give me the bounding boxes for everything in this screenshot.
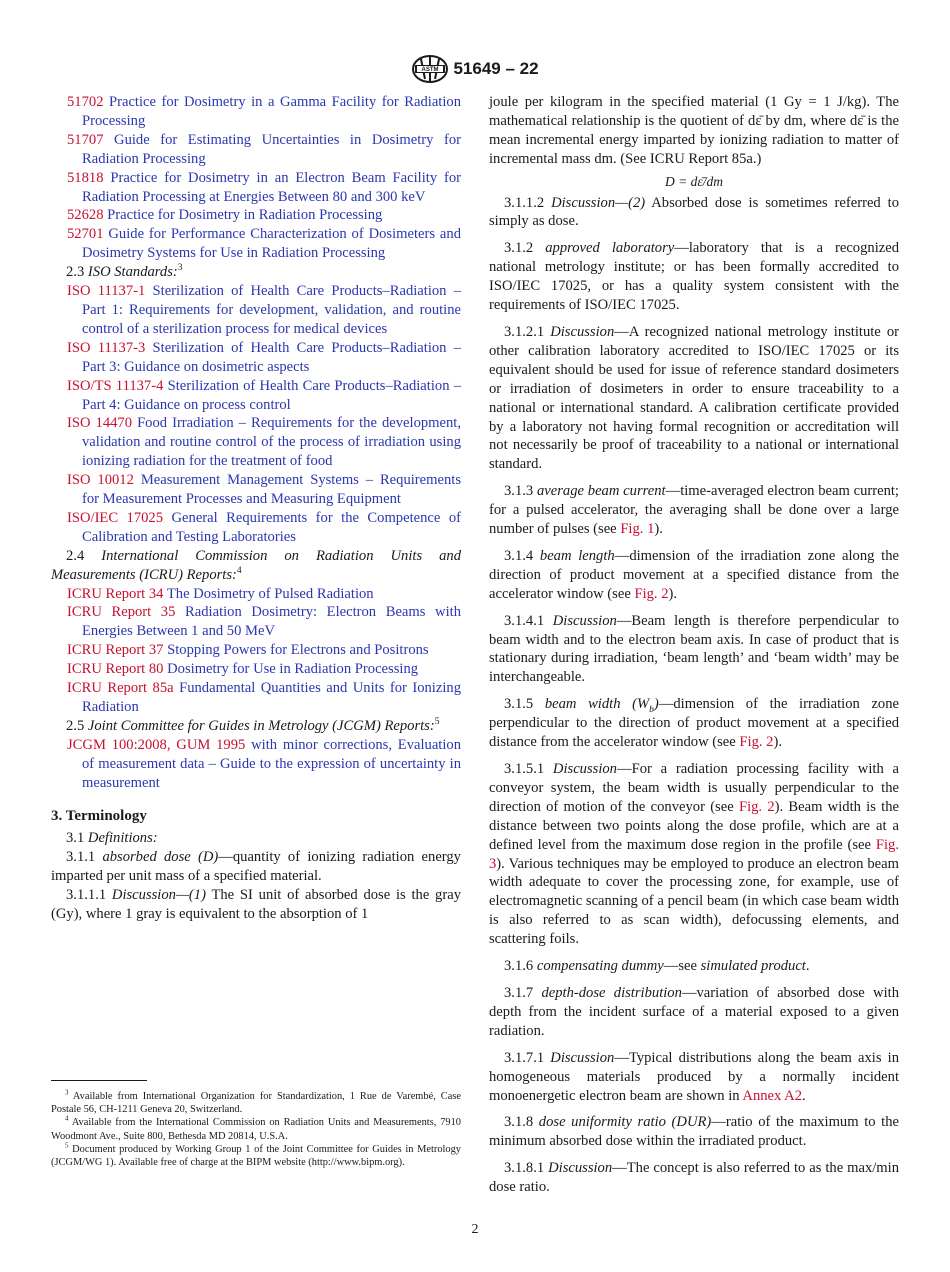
iso-standards-heading: 2.3 ISO Standards:$^3$ — [66, 263, 183, 281]
para-3-1-5-1: 3.1.5.1 Discussion—For a radiation processing facility with a conveyor system, the beam width is usually perpendicular to the direction of motion of the conveyor (see Fig. 2). Beam width is the distance between two points along the dose profile, which are at a defined level from the maximum dose region in the profile (see Fig. 3). Various techniques may be employed to produce an electron beam width adequate to cover the processing zone, for example, use of electromagnetic scanning of a pencil beam (in which case beam width is also referred to as scan width), defocussing elements, and scattering foils. — [489, 761, 899, 948]
footnotes — [51, 1080, 461, 1169]
para-3-1-7-1: 3.1.7.1 Discussion—Typical distributions along the beam axis in homogeneous materials produced by a normally incident monoenergetic electron beam are shown in Annex A2. — [489, 1049, 899, 1104]
reference-title[interactable]: Sterilization of Health Care Products–Radiation – Part 3: Guidance on dosimetric aspects — [82, 339, 461, 375]
footnote-text: Available from International Organization for Standardization, 1 Rue de Varembé, Case Postale 56, CH-1211 Geneva 20, Switzerland. — [51, 1091, 461, 1116]
reference-code[interactable]: ISO/TS 11137-4 — [67, 377, 164, 394]
reference-code[interactable]: JCGM 100:2008, GUM 1995 — [67, 736, 246, 753]
reference-code[interactable]: 51707 — [67, 131, 104, 148]
reference-code[interactable]: ICRU Report 80 — [67, 661, 164, 678]
reference-title[interactable]: General Requirements for the Competence of Calibration and Testing Laboratories — [82, 509, 461, 545]
reference-item[interactable] — [51, 509, 461, 547]
reference-item[interactable] — [51, 93, 461, 131]
reference-title[interactable]: Dosimetry for Use in Radiation Processing — [167, 661, 419, 678]
footnote-item — [51, 1116, 461, 1142]
reference-item[interactable] — [51, 585, 461, 604]
reference-item[interactable] — [51, 471, 461, 509]
reference-item[interactable] — [51, 131, 461, 169]
footnote-text: Available from the International Commission on Radiation Units and Measurements, 7910 Woodmont Ave., Suite 800, Bethesda MD 20814, U.S.A. — [51, 1117, 461, 1142]
reference-title[interactable]: with minor corrections, Evaluation of measurement data – Guide to the expression of uncertainty in measurement — [82, 736, 461, 791]
reference-title[interactable]: Guide for Performance Characterization of Dosimeters and Dosimetry Systems for Use in Radiation Processing — [82, 226, 462, 262]
reference-item[interactable] — [51, 603, 461, 641]
reference-title[interactable]: Guide for Estimating Uncertainties in Dosimetry for Radiation Processing — [82, 131, 461, 167]
reference-code[interactable]: ICRU Report 35 — [67, 604, 176, 621]
reference-title[interactable]: Practice for Dosimetry in an Electron Beam Facility for Radiation Processing at Energies Between 80 and 300 keV — [82, 169, 461, 205]
reference-code[interactable]: ISO 14470 — [67, 415, 133, 432]
para-3-1-2: 3.1.2 approved laboratory—laboratory that is a recognized national metrology institute; or has been formally accredited to ISO/IEC 17025, or has a quality system consistent with the requirements of ISO/IEC 17025. — [489, 240, 900, 314]
reference-code[interactable]: ISO/IEC 17025 — [67, 509, 164, 526]
astm-logo-icon — [411, 54, 449, 84]
para-3-1-1: 3.1.1 absorbed dose (D)—quantity of ionizing radiation energy imparted per unit mass of a specified material. — [51, 849, 461, 885]
reference-item[interactable] — [51, 736, 461, 793]
reference-title[interactable]: Sterilization of Health Care Products–Radiation – Part 4: Guidance on process control — [82, 377, 461, 413]
para-3-1-6: 3.1.6 compensating dummy—see simulated product. — [504, 958, 810, 975]
reference-title[interactable]: Radiation Dosimetry: Electron Beams with Energies Between 1 and 50 MeV — [82, 604, 461, 640]
para-3-1-1-1: 3.1.1.1 Discussion—(1) The SI unit of absorbed dose is the gray (Gy), where 1 gray is equivalent to the absorption of 1 — [51, 887, 461, 923]
left-column — [51, 93, 461, 924]
reference-title[interactable]: Practice for Dosimetry in a Gamma Facility for Radiation Processing — [82, 94, 462, 129]
footnote-text: Document produced by Working Group 1 of the Joint Committee for Guides in Metrology (JCGM/WG 1). Available free of charge at the BIPM website (http://www.bipm.org). — [51, 1143, 461, 1169]
para-3-1-8-1: 3.1.8.1 Discussion—The concept is also referred to as the max/min dose ratio. — [489, 1160, 899, 1196]
right-column — [489, 93, 899, 1197]
footnote-item — [51, 1143, 461, 1169]
reference-title[interactable]: Stopping Powers for Electrons and Positrons — [167, 642, 429, 659]
para-3-1-4-1: 3.1.4.1 Discussion—Beam length is therefore perpendicular to beam width and to the electron beam axis. In case of product that is stationary during irradiation, ‘beam length’ and ‘beam width’ may be interchangeable. — [489, 612, 899, 686]
reference-item[interactable] — [51, 282, 461, 339]
reference-title[interactable]: The Dosimetry of Pulsed Radiation — [166, 585, 374, 602]
fig-2-link[interactable]: Fig. 2 — [738, 798, 775, 815]
icru-reports-heading: 2.4 International Commission on Radiation Units and Measurements (ICRU) Reports:$^4$ — [51, 547, 461, 583]
reference-item[interactable] — [51, 225, 461, 263]
page-header — [0, 52, 950, 86]
para-3-1-1-1-continued: joule per kilogram in the specified material (1 Gy = 1 J/kg). The mathematical relationship is the quotient of dε̄ by dm, where dε̄ is the mean incremental energy imparted by ionizing radiation to matter of incremental mass dm. (See ICRU Report 85a.) — [489, 94, 899, 167]
iso-reference-list — [51, 282, 461, 547]
svg-text:ASTM: ASTM — [421, 67, 439, 73]
reference-item[interactable] — [51, 169, 461, 207]
para-3-1-4: 3.1.4 beam length—dimension of the irradiation zone along the direction of product movement at a specified distance from the accelerator window (see Fig. 2). — [489, 547, 899, 602]
reference-item[interactable] — [51, 641, 461, 660]
para-3-1-3: 3.1.3 average beam current—time-averaged electron beam current; for a pulsed accelerator, the averaging shall be done over a large number of pulses (see Fig. 1). — [489, 483, 899, 538]
reference-item[interactable] — [51, 339, 461, 377]
reference-code[interactable]: ISO 11137-1 — [67, 283, 146, 300]
footnote-number: 5 — [65, 1141, 69, 1150]
icru-reference-list — [51, 585, 461, 717]
para-3-1-2-1: 3.1.2.1 Discussion—A recognized national metrology institute or other calibration laboratory accredited to ISO/IEC 17025 or its equivalent should be used for issue of reference standard dosimeters or irradiation of dosimeters in order to ensure traceability to a national or international standard. A calibration certificate provided by a laboratory not having formal recognition or accreditation will not necessarily be proof of traceability to a national or international standard. — [489, 323, 899, 473]
terminology-heading: 3. Terminology — [51, 807, 147, 824]
reference-code[interactable]: ICRU Report 85a — [67, 680, 174, 697]
footnote-number: 3 — [65, 1088, 69, 1097]
absorbed-dose-formula: D = dε̄/dm — [665, 173, 723, 189]
para-3-1-7: 3.1.7 depth-dose distribution—variation of absorbed dose with depth from the incident surface of a material exposed to a given radiation. — [489, 984, 899, 1039]
fig-2-link[interactable]: Fig. 2 — [634, 585, 669, 602]
footnote-item — [51, 1090, 461, 1116]
reference-title[interactable]: Measurement Management Systems – Requirements for Measurement Processes and Measuring Equipment — [82, 472, 462, 508]
para-3-1: 3.1 Definitions: — [66, 830, 158, 847]
footnote-number: 4 — [65, 1114, 69, 1123]
para-3-1-5: 3.1.5 beam width $(W_b)—dimension$ of the irradiation zone perpendicular to the direction of product movement at a specified distance from the accelerator window (see Fig. 2). — [489, 696, 900, 751]
reference-code[interactable]: ICRU Report 37 — [67, 642, 164, 659]
fig-3-link[interactable]: Fig. 3 — [489, 836, 899, 872]
reference-item[interactable] — [51, 414, 461, 471]
annex-a2-link[interactable]: Annex A2 — [742, 1087, 803, 1104]
jcgm-reference-list — [51, 736, 461, 793]
reference-item[interactable] — [51, 679, 461, 717]
reference-code[interactable]: ICRU Report 34 — [67, 585, 164, 602]
page-number: 2 — [471, 1222, 479, 1237]
footnote-rule — [51, 1080, 147, 1081]
reference-title[interactable]: Practice for Dosimetry in Radiation Processing — [107, 207, 383, 224]
reference-code[interactable]: 51818 — [67, 169, 104, 186]
jcgm-reports-heading: 2.5 Joint Committee for Guides in Metrology (JCGM) Reports:$^5$ — [66, 717, 440, 734]
astm-reference-list — [51, 93, 461, 263]
reference-code[interactable]: ISO 10012 — [67, 472, 134, 489]
reference-item[interactable] — [51, 377, 461, 415]
reference-code[interactable]: 52628 — [67, 207, 104, 224]
fig-2-link[interactable]: Fig. 2 — [739, 734, 774, 751]
reference-title[interactable]: Sterilization of Health Care Products–Radiation – Part 1: Requirements for development, validation, and routine control of a sterilization process for medical devices — [82, 283, 461, 337]
para-3-1-1-2: 3.1.1.2 Discussion—(2) Absorbed dose is sometimes referred to simply as dose. — [489, 194, 899, 230]
reference-item[interactable] — [51, 660, 461, 679]
document-number: 51649 – 22 — [453, 59, 539, 78]
reference-item[interactable] — [51, 206, 461, 225]
footnote-list — [51, 1090, 461, 1169]
reference-code[interactable]: 51702 — [67, 94, 104, 110]
fig-1-link[interactable]: Fig. 1 — [620, 521, 655, 538]
para-3-1-8: 3.1.8 dose uniformity ratio (DUR)—ratio of the maximum to the minimum absorbed dose within the irradiated product. — [489, 1114, 899, 1150]
reference-title[interactable]: Fundamental Quantities and Units for Ionizing Radiation — [82, 680, 461, 715]
reference-title[interactable]: Food Irradiation – Requirements for the development, validation and routine control of the process of irradiation using ionizing radiation for the treatment of food — [82, 415, 462, 470]
reference-code[interactable]: ISO 11137-3 — [67, 339, 146, 356]
reference-code[interactable]: 52701 — [67, 226, 104, 243]
